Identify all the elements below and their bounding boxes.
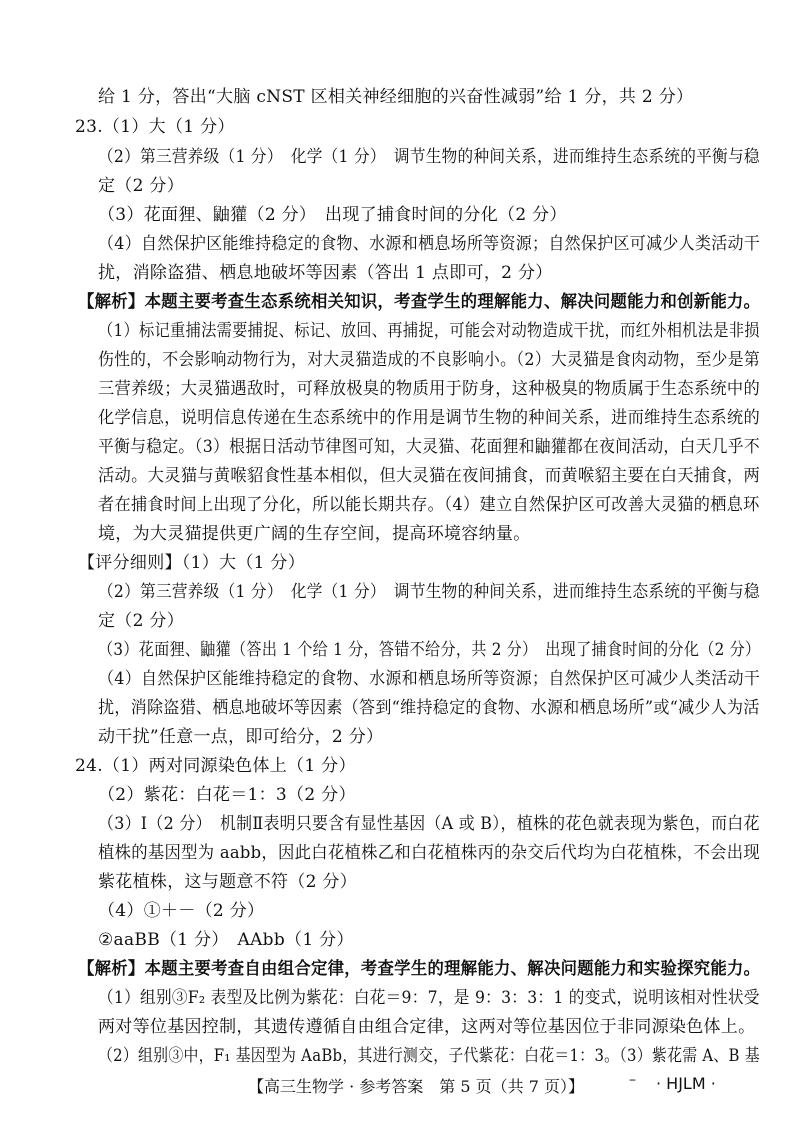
text-line: （2）第三营养级（1 分） 化学（1 分） 调节生物的种间关系，进而维持生态系统的平衡与稳: [98, 582, 760, 602]
text-line: 两对等位基因控制，其遗传遵循自由组合定律，这两对等位基因位于非同源染色体上。: [98, 1017, 756, 1037]
text-line: 动干扰”任意一点，即可给分，2 分）: [98, 727, 384, 747]
text-line: （4）①＋－（2 分）: [98, 901, 265, 921]
text-line: （1）组别③F₂ 表型及比例为紫花：白花＝9：7，是 9：3：3：1 的变式，说明该相对性状受: [98, 988, 760, 1008]
text-line: 24.（1）两对同源染色体上（1 分）: [75, 756, 356, 776]
page-footer: 【高三生物学 · 参考答案 第 5 页（共 7 页）】: [248, 1077, 584, 1096]
text-line: 化学信息，说明信息传递在生态系统中的作用是调节生物的种间关系，进而维持生态系统的: [98, 408, 760, 428]
text-line: 扰，消除盗猎、栖息地破坏等因素（答到“维持稳定的食物、水源和栖息场所”或“减少人为活: [98, 698, 760, 718]
text-line: 给 1 分，答出“大脑 cNST 区相关神经细胞的兴奋性减弱”给 1 分，共 2 分）: [98, 87, 694, 107]
footer-code: · HJLM ·: [656, 1074, 716, 1093]
text-line: 定（2 分）: [98, 611, 185, 631]
text-line: 三营养级；大灵猫遇敌时，可释放极臭的物质用于防身，这种极臭的物质属于生态系统中的: [98, 379, 760, 399]
text-line: 23.（1）大（1 分）: [75, 117, 235, 137]
text-line: 紫花植株，这与题意不符（2 分）: [98, 872, 358, 892]
text-line: 平衡与稳定。（3）根据日活动节律图可知，大灵猫、花面狸和鼬獾都在夜间活动，白天几乎不: [98, 437, 760, 457]
text-line: （4）自然保护区能维持稳定的食物、水源和栖息场所等资源；自然保护区可减少人类活动干: [98, 669, 761, 689]
text-line: 植株的基因型为 aabb，因此白花植株乙和白花植株丙的杂交后代均为白花植株，不会出现: [98, 843, 761, 863]
text-line: 扰，消除盗猎、栖息地破坏等因素（答出 1 点即可，2 分）: [98, 263, 553, 283]
text-line: （3）花面狸、鼬獾（答出 1 个给 1 分，答错不给分，共 2 分） 出现了捕食时间的分化（2 分）: [98, 640, 761, 660]
text-line: 【解析】本题主要考查生态系统相关知识，考查学生的理解能力、解决问题能力和创新能力。: [78, 292, 761, 312]
footer-dash: –: [629, 1072, 636, 1088]
text-line: （2）第三营养级（1 分） 化学（1 分） 调节生物的种间关系，进而维持生态系统的平衡与稳: [98, 147, 760, 167]
text-line: （3）Ⅰ（2 分） 机制Ⅱ表明只要含有显性基因（A 或 B），植株的花色就表现为紫色，而白花: [98, 814, 760, 834]
text-line: 伤性的，不会影响动物行为，对大灵猫造成的不良影响小。（2）大灵猫是食肉动物，至少是第: [98, 350, 760, 370]
text-line: 境，为大灵猫提供更广阔的生存空间，提高环境容纳量。: [98, 524, 531, 544]
text-line: 活动。大灵猫与黄喉貂食性基本相似，但大灵猫在夜间捕食，而黄喉貂主要在白天捕食，两: [98, 466, 760, 486]
text-line: 【评分细则】（1）大（1 分）: [78, 553, 306, 573]
text-line: （4）自然保护区能维持稳定的食物、水源和栖息场所等资源；自然保护区可减少人类活动干: [98, 234, 761, 254]
text-line: （1）标记重捕法需要捕捉、标记、放回、再捕捉，可能会对动物造成干扰，而红外相机法是非损: [98, 321, 760, 341]
text-line: 者在捕食时间上出现了分化，所以能长期共存。（4）建立自然保护区可改善大灵猫的栖息环: [98, 495, 760, 515]
text-line: 【解析】本题主要考查自由组合定律，考查学生的理解能力、解决问题能力和实验探究能力。: [78, 959, 761, 979]
text-line: （2）组别③中，F₁ 基因型为 AaBb，其进行测交，子代紫花：白花＝1：3。（3）紫花需 A、B 基: [98, 1046, 760, 1066]
text-line: 定（2 分）: [98, 176, 185, 196]
text-line: （3）花面狸、鼬獾（2 分） 出现了捕食时间的分化（2 分）: [98, 205, 567, 225]
text-line: ②aaBB（1 分） AAbb（1 分）: [98, 930, 354, 950]
text-line: （2）紫花：白花＝1：3（2 分）: [98, 785, 356, 805]
